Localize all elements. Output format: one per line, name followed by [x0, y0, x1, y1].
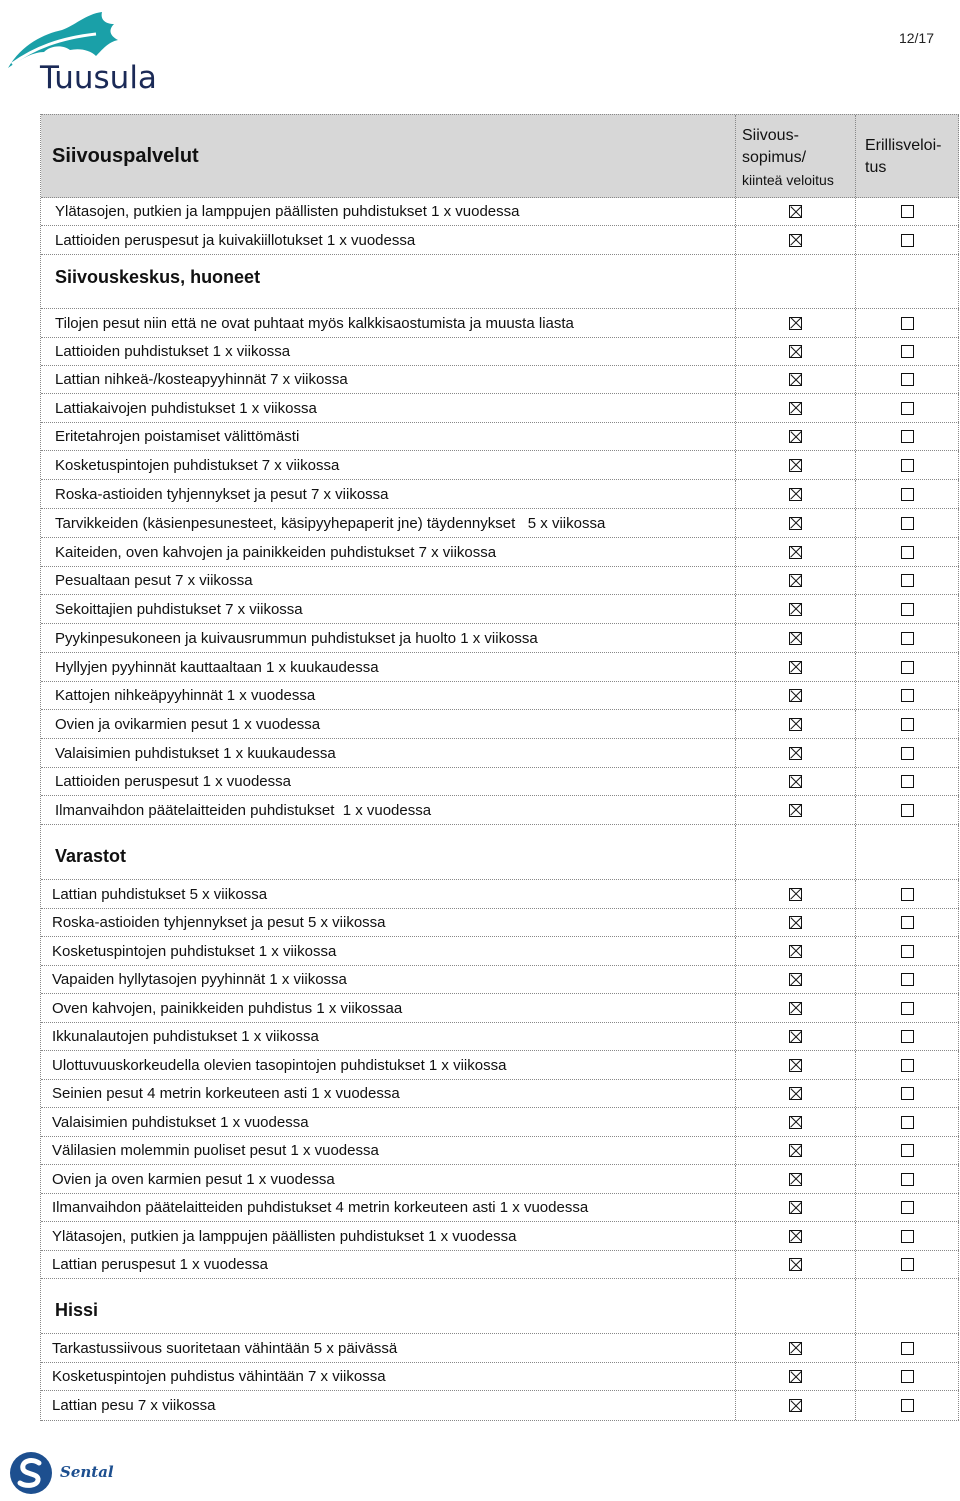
column-header-separate-line2: tus — [865, 159, 887, 176]
separate-fee-checkbox[interactable] — [901, 973, 914, 986]
table-row — [41, 768, 959, 796]
row-label: Ovien ja ovikarmien pesut 1 x vuodessa — [55, 715, 321, 733]
fixed-fee-checkbox[interactable] — [789, 1173, 802, 1186]
table-row — [41, 1137, 959, 1165]
fixed-fee-checkbox[interactable] — [789, 632, 802, 645]
fixed-fee-checkbox[interactable] — [789, 488, 802, 501]
table-row — [41, 682, 959, 710]
separate-fee-checkbox[interactable] — [901, 205, 914, 218]
table-row — [41, 937, 959, 966]
row-label: Ylätasojen, putkien ja lamppujen päällisten puhdistukset 1 x vuodessa — [55, 203, 520, 220]
section-header-row — [41, 1279, 959, 1334]
column-header-fixed — [735, 115, 855, 197]
table-row — [41, 1334, 959, 1363]
table-row — [41, 710, 959, 739]
separate-fee-checkbox[interactable] — [901, 747, 914, 760]
table-row — [41, 338, 959, 366]
row-label: Ylätasojen, putkien ja lamppujen päällisten puhdistukset 1 x vuodessa — [52, 1227, 517, 1245]
fixed-fee-checkbox[interactable] — [789, 1002, 802, 1015]
section-header-row — [41, 255, 959, 309]
table-title: Siivouspalvelut — [52, 144, 199, 167]
separate-fee-checkbox[interactable] — [901, 1201, 914, 1214]
fixed-fee-checkbox[interactable] — [789, 345, 802, 358]
fixed-fee-checkbox[interactable] — [789, 402, 802, 415]
column-header-separate-line1: Erillisveloi- — [865, 137, 942, 154]
table-row — [41, 226, 959, 255]
section-title: Siivouskeskus, huoneet — [55, 267, 261, 287]
separate-fee-checkbox[interactable] — [901, 632, 914, 645]
column-header-fixed-line2: sopimus/ — [742, 149, 807, 166]
table-row — [41, 567, 959, 595]
fixed-fee-checkbox[interactable] — [789, 747, 802, 760]
row-label: Tilojen pesut niin että ne ovat puhtaat myös kalkkisaostumista ja muusta liasta — [55, 314, 574, 332]
fixed-fee-checkbox[interactable] — [789, 517, 802, 530]
fixed-fee-checkbox[interactable] — [789, 945, 802, 958]
fixed-fee-checkbox[interactable] — [789, 459, 802, 472]
separate-fee-checkbox[interactable] — [901, 402, 914, 415]
separate-fee-checkbox[interactable] — [901, 345, 914, 358]
row-label: Ikkunalautojen puhdistukset 1 x viikossa — [52, 1028, 319, 1045]
table-row — [41, 909, 959, 937]
row-label: Lattioiden peruspesut 1 x vuodessa — [55, 773, 291, 790]
table-row — [41, 538, 959, 567]
separate-fee-checkbox[interactable] — [901, 1173, 914, 1186]
separate-fee-checkbox[interactable] — [901, 916, 914, 929]
separate-fee-checkbox[interactable] — [901, 1230, 914, 1243]
section-title: Varastot — [55, 846, 127, 866]
table-row — [41, 366, 959, 394]
column-header-separate — [855, 115, 959, 197]
separate-fee-checkbox[interactable] — [901, 775, 914, 788]
separate-fee-checkbox[interactable] — [901, 1342, 914, 1355]
separate-fee-checkbox[interactable] — [901, 1030, 914, 1043]
table-row — [41, 1194, 959, 1222]
tuusula-logo — [4, 4, 157, 96]
separate-fee-checkbox[interactable] — [901, 718, 914, 731]
row-label: Lattian peruspesut 1 x vuodessa — [52, 1256, 268, 1273]
fixed-fee-checkbox[interactable] — [789, 689, 802, 702]
row-label: Lattioiden puhdistukset 1 x viikossa — [55, 343, 291, 360]
row-label: Roska-astioiden tyhjennykset ja pesut 7 x viikossa — [55, 485, 389, 503]
fixed-fee-checkbox[interactable] — [789, 1201, 802, 1214]
services-table — [40, 114, 959, 1421]
row-label: Ilmanvaihdon päätelaitteiden puhdistukset 1 x vuodessa — [55, 801, 432, 819]
fixed-fee-checkbox[interactable] — [789, 1258, 802, 1271]
table-row — [41, 880, 959, 909]
table-row — [41, 739, 959, 768]
fixed-fee-checkbox[interactable] — [789, 973, 802, 986]
row-label: Välilasien molemmin puoliset pesut 1 x vuodessa — [52, 1142, 379, 1159]
separate-fee-checkbox[interactable] — [901, 1144, 914, 1157]
table-row — [41, 1108, 959, 1137]
row-label: Ovien ja oven karmien pesut 1 x vuodessa — [52, 1170, 335, 1188]
row-label: Roska-astioiden tyhjennykset ja pesut 5 x viikossa — [52, 914, 386, 931]
row-label: Valaisimien puhdistukset 1 x kuukaudessa — [55, 744, 336, 762]
separate-fee-checkbox[interactable] — [901, 430, 914, 443]
section-header-row — [41, 825, 959, 880]
table-row — [41, 595, 959, 624]
fixed-fee-checkbox[interactable] — [789, 1116, 802, 1129]
separate-fee-checkbox[interactable] — [901, 661, 914, 674]
row-label: Hyllyjen pyyhinnät kauttaaltaan 1 x kuukaudessa — [55, 658, 379, 676]
separate-fee-checkbox[interactable] — [901, 317, 914, 330]
row-label: Lattiakaivojen puhdistukset 1 x viikossa — [55, 399, 317, 417]
fixed-fee-checkbox[interactable] — [789, 1399, 802, 1412]
table-row — [41, 1165, 959, 1194]
table-row — [41, 509, 959, 538]
row-label: Oven kahvojen, painikkeiden puhdistus 1 x viikossaa — [52, 999, 403, 1017]
fixed-fee-checkbox[interactable] — [789, 1059, 802, 1072]
separate-fee-checkbox[interactable] — [901, 1087, 914, 1100]
fixed-fee-checkbox[interactable] — [789, 373, 802, 386]
fixed-fee-checkbox[interactable] — [789, 603, 802, 616]
fixed-fee-checkbox[interactable] — [789, 804, 802, 817]
table-row — [41, 451, 959, 480]
table-row — [41, 309, 959, 338]
fixed-fee-checkbox[interactable] — [789, 1370, 802, 1383]
sental-wordmark: Sental — [60, 1463, 114, 1481]
table-row — [41, 966, 959, 994]
row-label: Tarkastussiivous suoritetaan vähintään 5 x päivässä — [52, 1339, 398, 1357]
separate-fee-checkbox[interactable] — [901, 488, 914, 501]
fixed-fee-checkbox[interactable] — [789, 1342, 802, 1355]
fixed-fee-checkbox[interactable] — [789, 1087, 802, 1100]
fixed-fee-checkbox[interactable] — [789, 430, 802, 443]
fixed-fee-checkbox[interactable] — [789, 1030, 802, 1043]
table-row — [41, 423, 959, 451]
row-label: Kosketuspintojen puhdistukset 1 x viikossa — [52, 942, 337, 960]
section-title: Hissi — [55, 1300, 99, 1320]
separate-fee-checkbox[interactable] — [901, 1399, 914, 1412]
separate-fee-checkbox[interactable] — [901, 546, 914, 559]
row-label: Kosketuspintojen puhdistus vähintään 7 x viikossa — [52, 1368, 386, 1385]
row-label: Kaiteiden, oven kahvojen ja painikkeiden puhdistukset 7 x viikossa — [55, 543, 497, 561]
table-body — [41, 198, 959, 1421]
row-label: Kattojen nihkeäpyyhinnät 1 x vuodessa — [55, 687, 316, 704]
table-row — [41, 1051, 959, 1080]
fixed-fee-checkbox[interactable] — [789, 1144, 802, 1157]
separate-fee-checkbox[interactable] — [901, 234, 914, 247]
table-row — [41, 198, 959, 226]
table-row — [41, 1080, 959, 1108]
row-label: Lattian nihkeä-/kosteapyyhinnät 7 x viikossa — [55, 371, 348, 388]
fixed-fee-checkbox[interactable] — [789, 205, 802, 218]
fixed-fee-checkbox[interactable] — [789, 546, 802, 559]
row-label: Lattioiden peruspesut ja kuivakiillotukset 1 x vuodessa — [55, 231, 416, 249]
table-row — [41, 394, 959, 423]
logo-wordmark: Tuusula — [40, 60, 157, 96]
table-row — [41, 1023, 959, 1051]
row-label: Seinien pesut 4 metrin korkeuteen asti 1 x vuodessa — [52, 1085, 400, 1102]
column-header-fixed-line3: kiinteä veloitus — [742, 172, 834, 188]
table-row — [41, 994, 959, 1023]
table-row — [41, 1391, 959, 1421]
separate-fee-checkbox[interactable] — [901, 1059, 914, 1072]
row-label: Valaisimien puhdistukset 1 x vuodessa — [52, 1113, 309, 1131]
table-row — [41, 796, 959, 825]
table-row — [41, 653, 959, 682]
separate-fee-checkbox[interactable] — [901, 945, 914, 958]
table-row — [41, 1363, 959, 1391]
row-label: Kosketuspintojen puhdistukset 7 x viikossa — [55, 456, 340, 474]
row-label: Pesualtaan pesut 7 x viikossa — [55, 572, 253, 589]
row-label: Ulottuvuuskorkeudella olevien tasopintojen puhdistukset 1 x viikossa — [52, 1056, 507, 1074]
separate-fee-checkbox[interactable] — [901, 1370, 914, 1383]
row-label: Sekoittajien puhdistukset 7 x viikossa — [55, 600, 303, 618]
table-header — [41, 114, 959, 198]
fixed-fee-checkbox[interactable] — [789, 916, 802, 929]
row-label: Pyykinpesukoneen ja kuivausrummun puhdistukset ja huolto 1 x viikossa — [55, 629, 538, 647]
separate-fee-checkbox[interactable] — [901, 574, 914, 587]
table-row — [41, 1222, 959, 1251]
fixed-fee-checkbox[interactable] — [789, 234, 802, 247]
separate-fee-checkbox[interactable] — [901, 804, 914, 817]
separate-fee-checkbox[interactable] — [901, 1002, 914, 1015]
fixed-fee-checkbox[interactable] — [789, 775, 802, 788]
separate-fee-checkbox[interactable] — [901, 517, 914, 530]
separate-fee-checkbox[interactable] — [901, 888, 914, 901]
table-row — [41, 480, 959, 509]
fixed-fee-checkbox[interactable] — [789, 1230, 802, 1243]
table-row — [41, 624, 959, 653]
fixed-fee-checkbox[interactable] — [789, 661, 802, 674]
column-header-fixed-line1: Siivous- — [742, 127, 799, 144]
separate-fee-checkbox[interactable] — [901, 373, 914, 386]
separate-fee-checkbox[interactable] — [901, 603, 914, 616]
table-row — [41, 1251, 959, 1279]
fixed-fee-checkbox[interactable] — [789, 888, 802, 901]
separate-fee-checkbox[interactable] — [901, 1258, 914, 1271]
fixed-fee-checkbox[interactable] — [789, 574, 802, 587]
separate-fee-checkbox[interactable] — [901, 1116, 914, 1129]
sental-s-icon — [8, 1450, 58, 1496]
row-label: Ilmanvaihdon päätelaitteiden puhdistukset 4 metrin korkeuteen asti 1 x vuodessa — [52, 1199, 589, 1216]
fixed-fee-checkbox[interactable] — [789, 718, 802, 731]
page-number: 12/17 — [898, 30, 934, 46]
row-label: Eritetahrojen poistamiset välittömästi — [55, 428, 300, 445]
row-label: Vapaiden hyllytasojen pyyhinnät 1 x viikossa — [52, 971, 347, 988]
row-label: Lattian pesu 7 x viikossa — [52, 1397, 216, 1414]
row-label: Tarvikkeiden (käsienpesunesteet, käsipyyhepaperit jne) täydennykset 5 x viikossa — [55, 514, 606, 532]
fixed-fee-checkbox[interactable] — [789, 317, 802, 330]
separate-fee-checkbox[interactable] — [901, 459, 914, 472]
separate-fee-checkbox[interactable] — [901, 689, 914, 702]
row-label: Lattian puhdistukset 5 x viikossa — [52, 885, 268, 903]
